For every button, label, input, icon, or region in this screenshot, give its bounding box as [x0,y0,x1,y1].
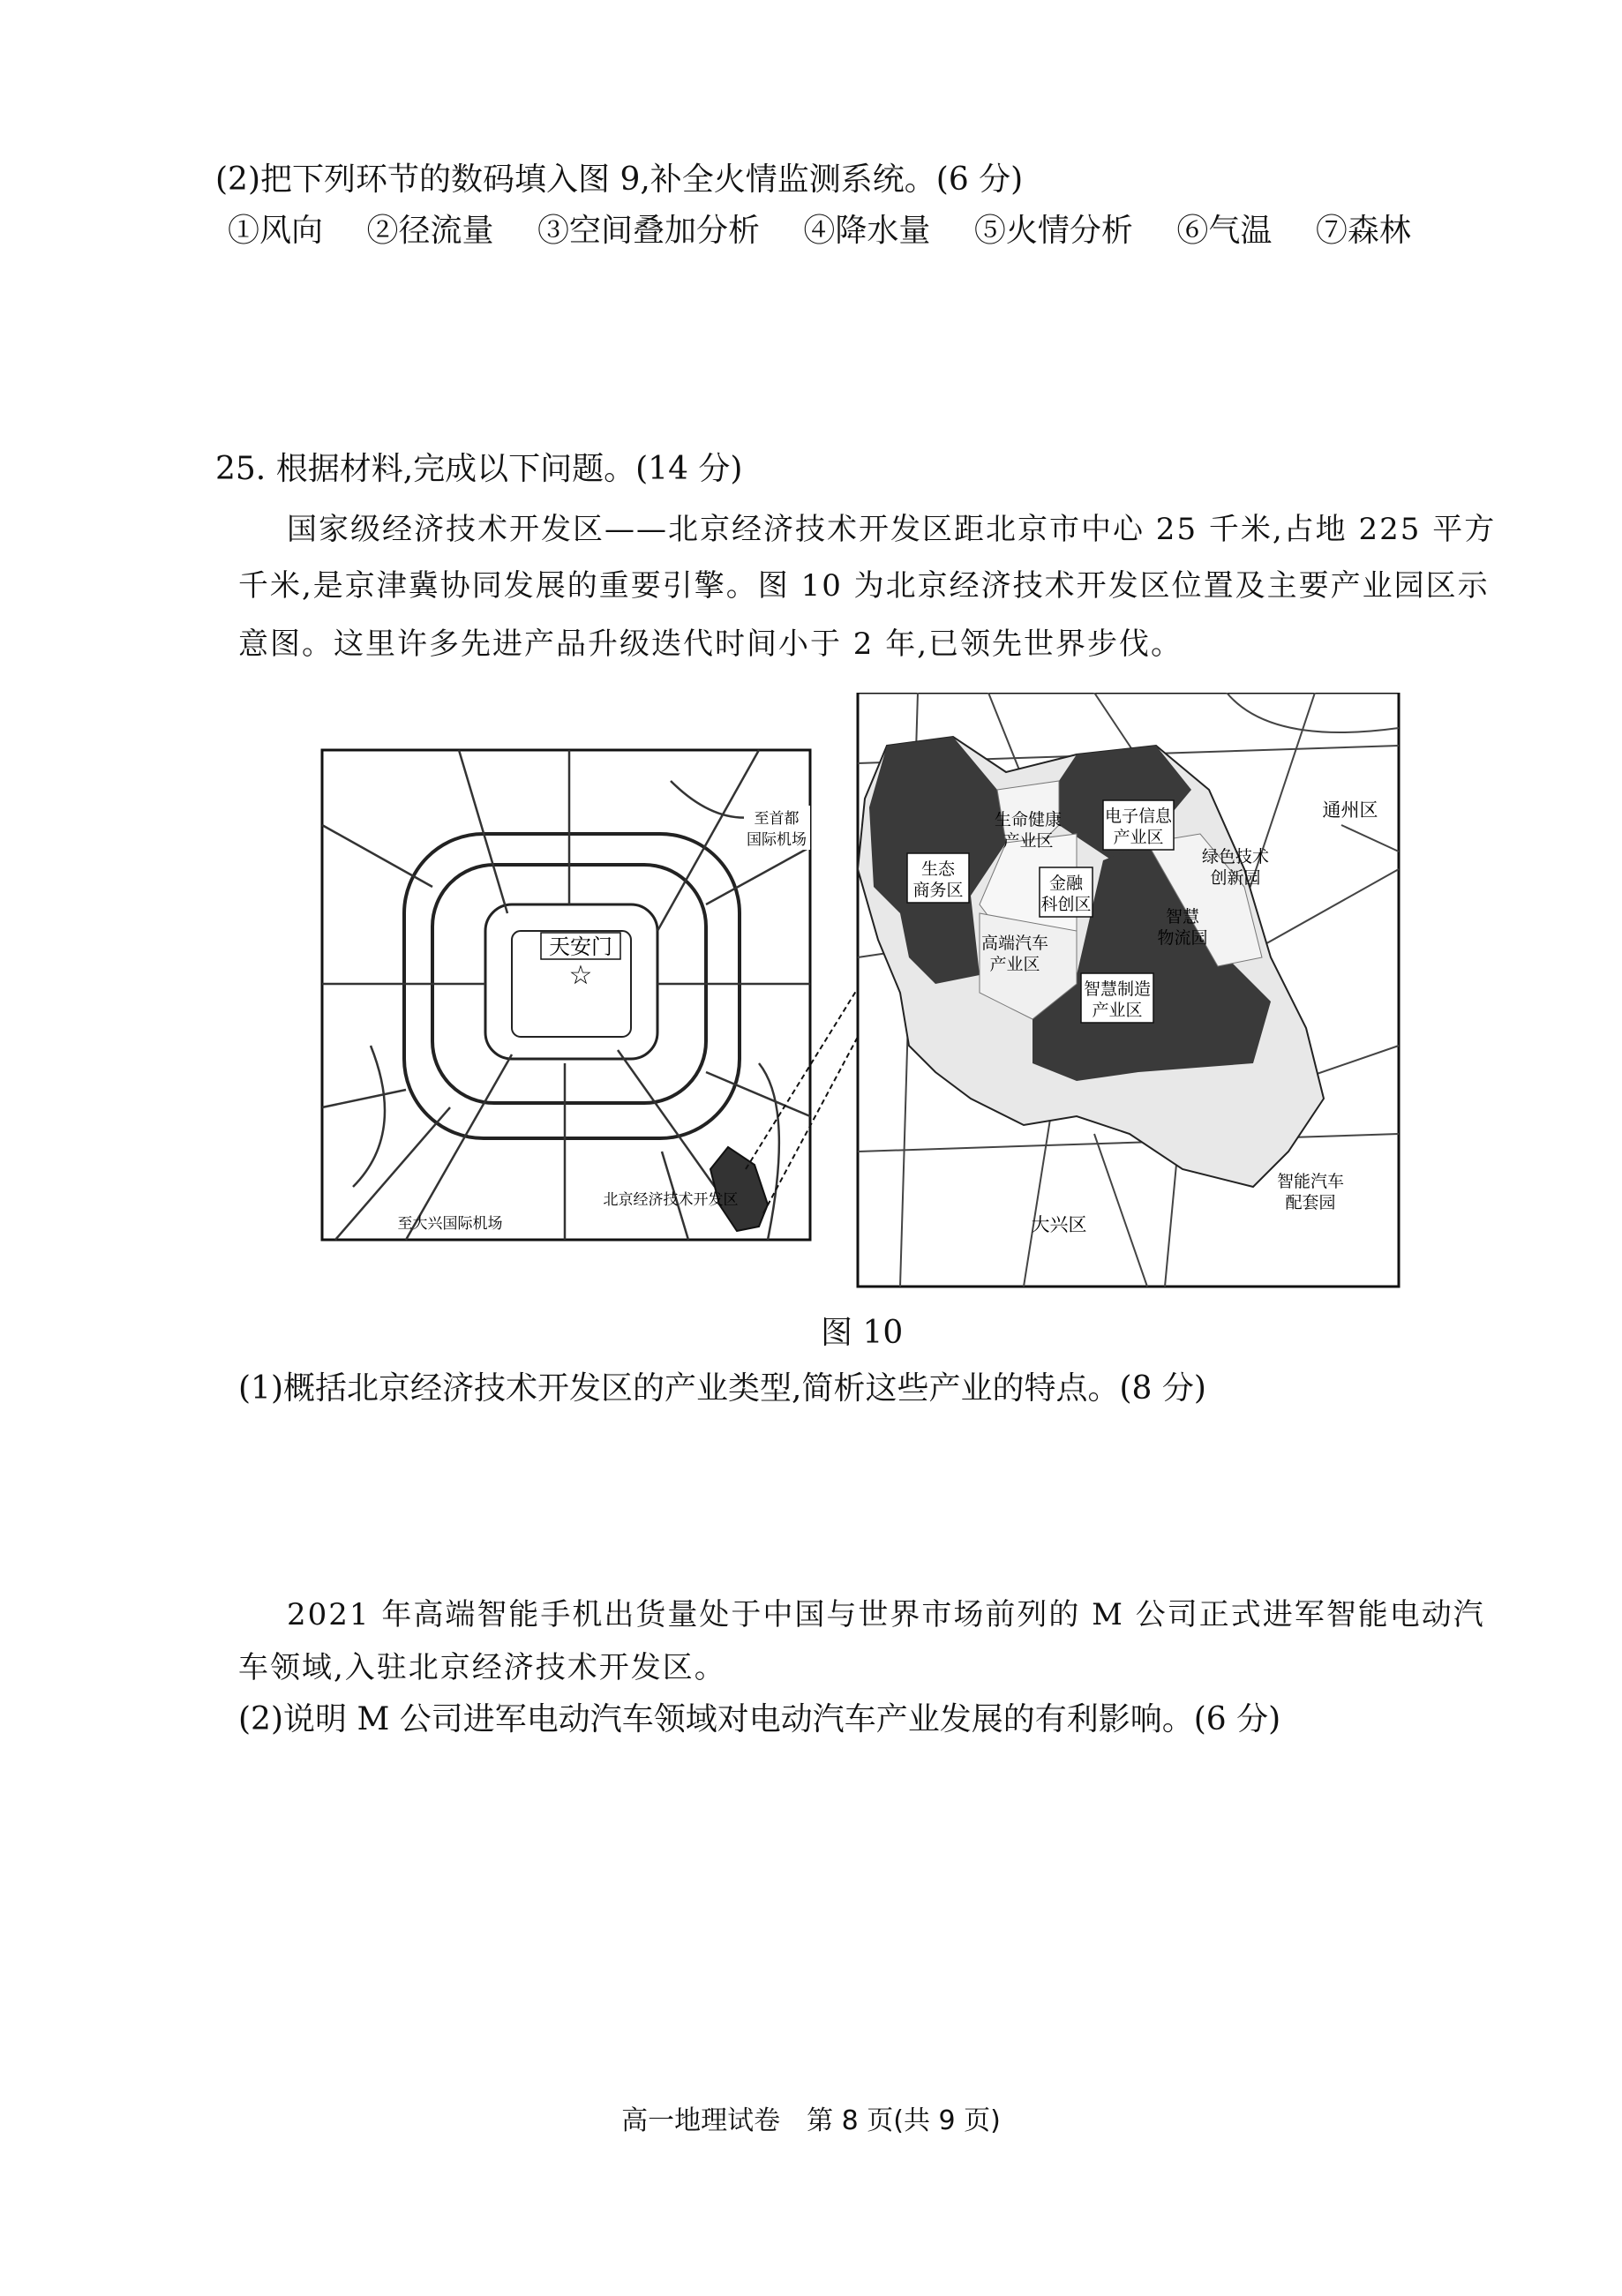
ev-parts-label-2: 配套园 [1285,1193,1336,1212]
zone-label: 北京经济技术开发区 [603,1191,739,1209]
electronic-info-label-1: 电子信息 [1104,807,1173,826]
auto-label-1: 高端汽车 [980,934,1049,953]
ev-parts-label-1: 智能汽车 [1276,1172,1345,1191]
logistics-label-2: 物流园 [1157,928,1208,948]
electronic-info-label-2: 产业区 [1113,828,1164,847]
manufacturing-label-2: 产业区 [1092,1001,1143,1020]
daxing-airport-label: 至大兴国际机场 [397,1215,503,1233]
q25-material2-line2: 车领域,入驻北京经济技术开发区。 [238,1650,726,1685]
tongzhou-label: 通州区 [1322,799,1378,821]
page-footer: 高一地理试卷 第 8 页(共 9 页) [621,2105,1001,2136]
finance-label-1: 金融 [1048,874,1084,893]
option-2: ②径流量 [366,213,494,249]
option-3: ③空间叠加分析 [537,213,760,249]
figure-10 [300,693,1403,1293]
option-1: ①风向 [228,213,324,249]
eco-business-label-2: 商务区 [912,881,964,900]
capital-airport-label-2: 国际机场 [747,831,807,849]
life-health-label-1: 生命健康 [994,810,1063,829]
capital-airport-label-1: 至首都 [754,810,800,828]
logistics-label-1: 智慧 [1165,907,1200,927]
option-6: ⑥气温 [1176,213,1273,249]
q24-options [228,210,1445,252]
manufacturing-label-1: 智慧制造 [1083,979,1152,999]
right-map [858,693,1399,1287]
option-7: ⑦森林 [1315,213,1411,249]
tiananmen-label: 天安门 [549,934,612,959]
q25-material1-line1: 国家级经济技术开发区——北京经济技术开发区距北京市中心 25 千米,占地 225 平方 [287,512,1497,547]
q25-sub2: (2)说明 M 公司进军电动汽车领域对电动汽车产业发展的有利影响。(6 分) [238,1701,1281,1737]
green-tech-label-1: 绿色技术 [1201,847,1270,867]
finance-label-2: 科创区 [1040,895,1092,914]
daxing-label: 大兴区 [1031,1214,1087,1235]
figure-caption: 图 10 [821,1315,904,1351]
q25-material1-line2: 千米,是京津冀协同发展的重要引擎。图 10 为北京经济技术开发区位置及主要产业园区示 [238,568,1490,604]
option-5: ⑤火情分析 [973,213,1133,249]
left-map [322,750,810,1240]
green-tech-label-2: 创新园 [1210,868,1261,888]
q24-sub2: (2)把下列环节的数码填入图 9,补全火情监测系统。(6 分) [215,161,1024,198]
star-icon: ☆ [568,960,593,991]
q25-sub1: (1)概括北京经济技术开发区的产业类型,简析这些产业的特点。(8 分) [238,1370,1206,1407]
eco-business-label-1: 生态 [920,859,956,879]
life-health-label-2: 产业区 [1002,831,1054,851]
q25-material1-line3: 意图。这里许多先进产品升级迭代时间小于 2 年,已领先世界步伐。 [238,627,1183,662]
q25-material2-line1: 2021 年高端智能手机出货量处于中国与世界市场前列的 M 公司正式进军智能电动汽 [287,1597,1485,1632]
auto-label-2: 产业区 [989,955,1040,974]
q25-title: 25. 根据材料,完成以下问题。(14 分) [215,451,743,487]
option-4: ④降水量 [803,213,931,249]
